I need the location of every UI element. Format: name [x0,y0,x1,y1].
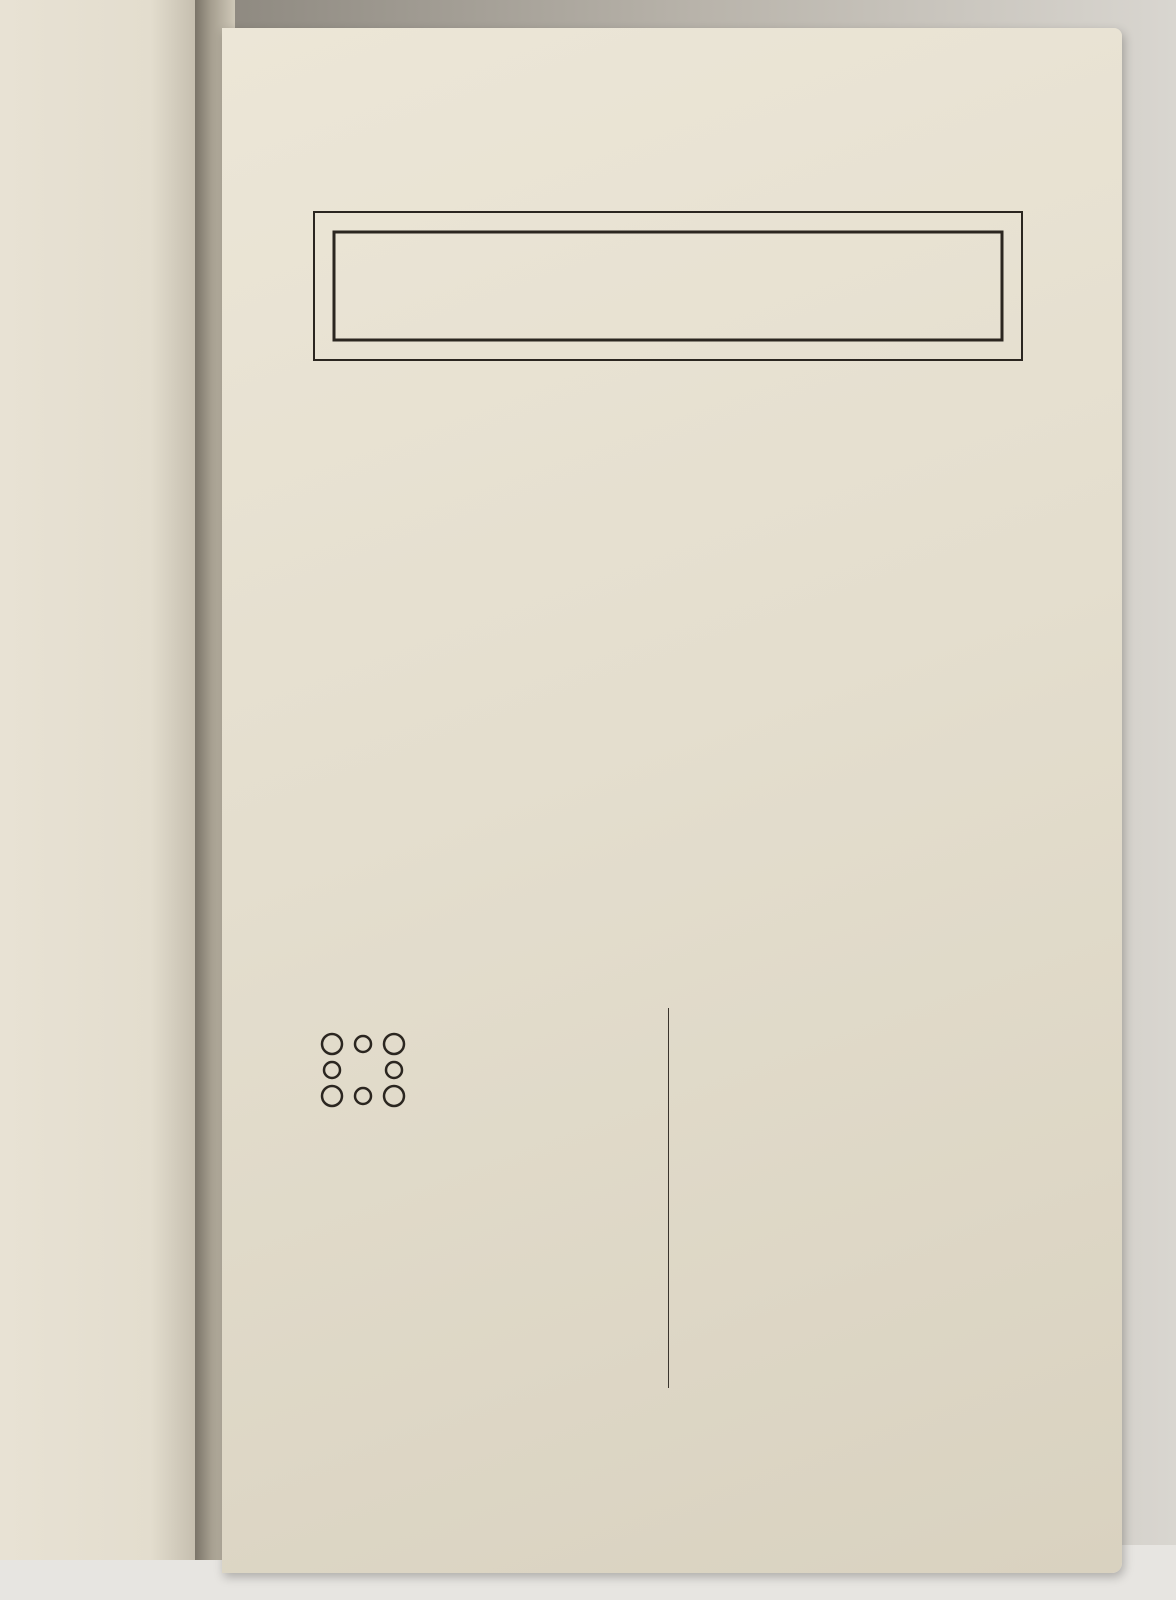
column-divider [668,1008,669,1388]
title-page [222,28,1122,1573]
decorated-initial-icon [318,1030,408,1110]
left-facing-page [0,0,215,1560]
left-page-text [0,133,191,155]
ornamental-border-icon [312,210,1024,362]
